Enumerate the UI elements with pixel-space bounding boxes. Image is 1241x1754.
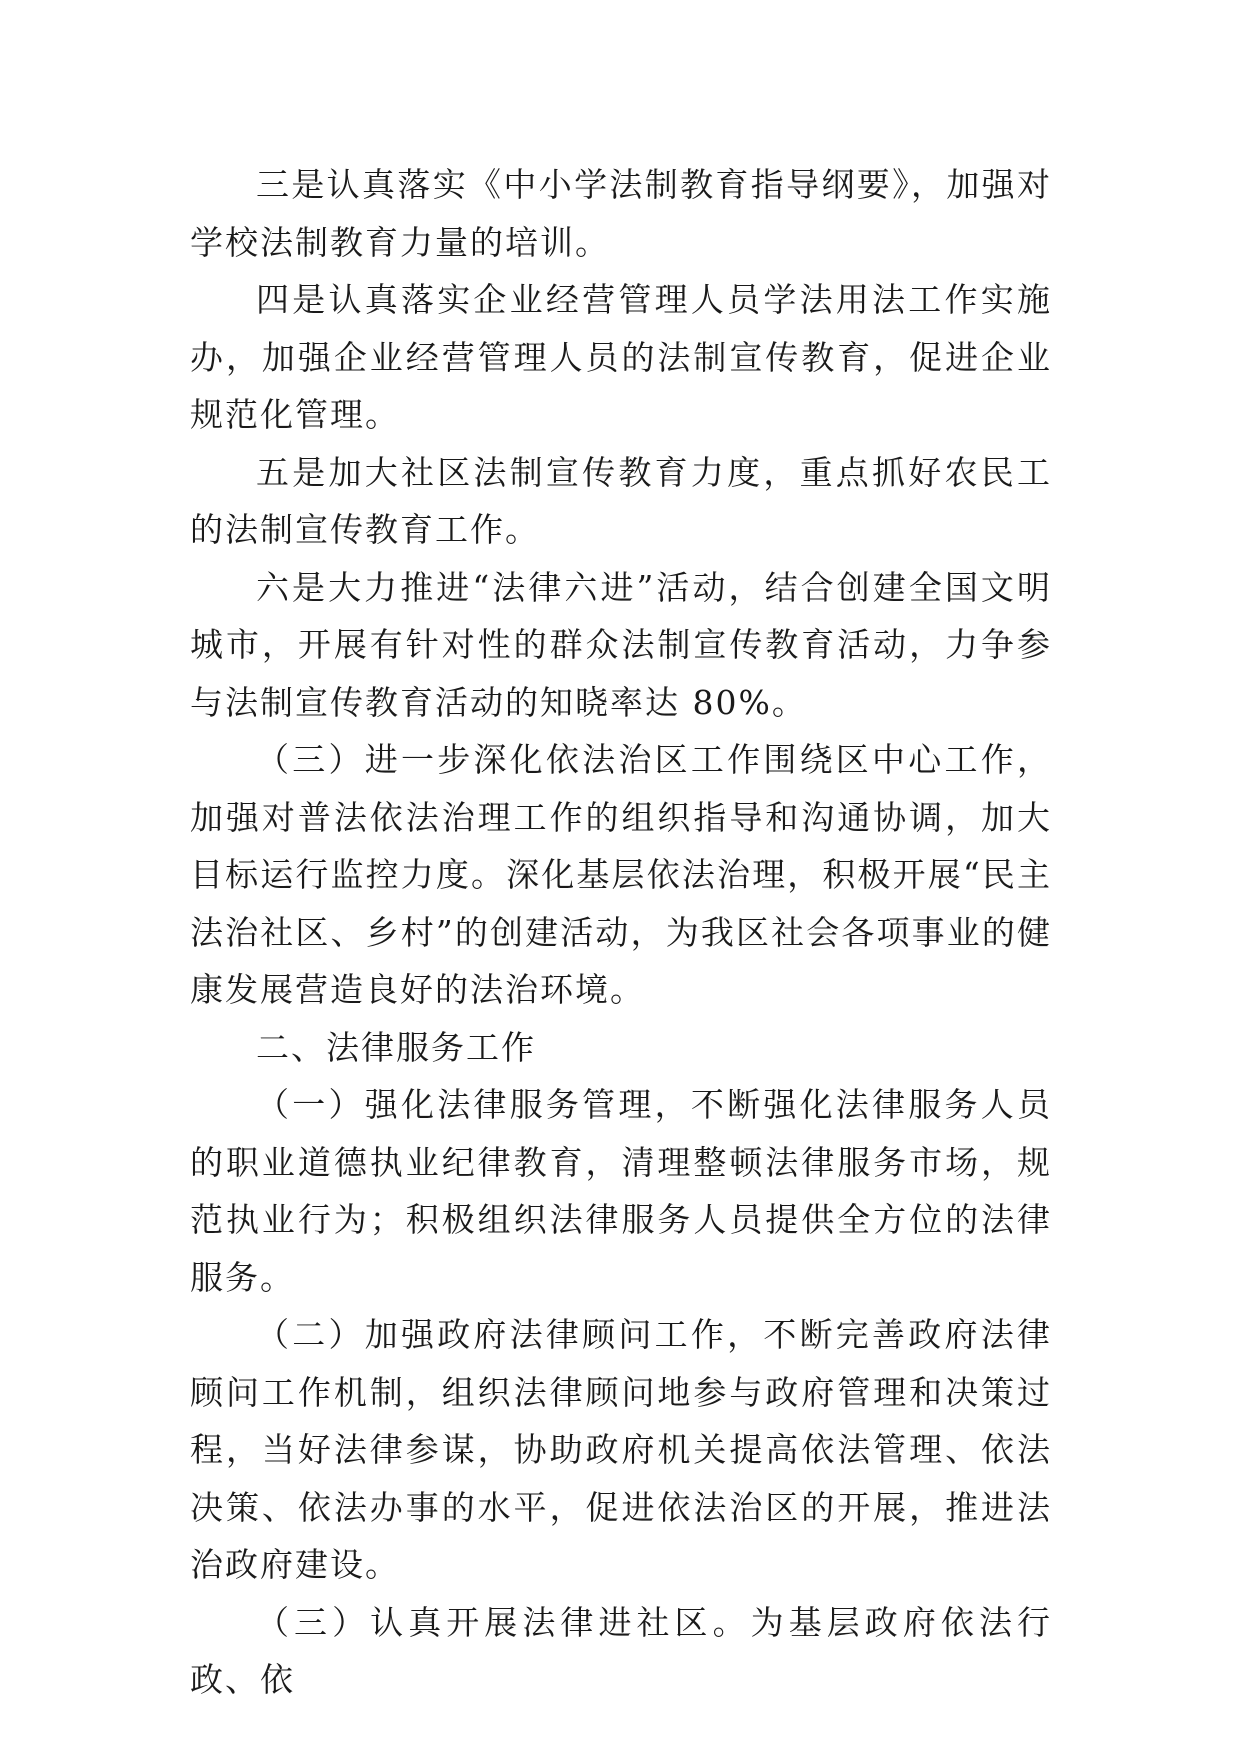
paragraph-item-4: 四是认真落实企业经营管理人员学法用法工作实施办，加强企业经营管理人员的法制宣传教育，促进企业规范化管理。 bbox=[190, 280, 1052, 434]
paragraph-item-5: 五是加大社区法制宣传教育力度，重点抓好农民工的法制宣传教育工作。 bbox=[190, 452, 1052, 549]
document-body bbox=[190, 156, 1052, 1709]
paragraph-section-3: （三）进一步深化依法治区工作围绕区中心工作，加强对普法依法治理工作的组织指导和沟通协调，加大目标运行监控力度。深化基层依法治理，积极开展“民主法治社区、乡村”的创建活动，为我区社会各项事业的健康发展营造良好的法治环境。 bbox=[190, 740, 1052, 1009]
paragraph-legal-3: （三）认真开展法律进社区。为基层政府依法行政、依 bbox=[190, 1602, 1052, 1699]
paragraph-legal-2: （二）加强政府法律顾问工作，不断完善政府法律顾问工作机制，组织法律顾问地参与政府管理和决策过程，当好法律参谋，协助政府机关提高依法管理、依法决策、依法办事的水平，促进依法治区的开展，推进法治政府建设。 bbox=[190, 1315, 1052, 1584]
paragraph-item-3: 三是认真落实《中小学法制教育指导纲要》，加强对学校法制教育力量的培训。 bbox=[190, 165, 1052, 262]
paragraph-item-6: 六是大力推进“法律六进”活动，结合创建全国文明城市，开展有针对性的群众法制宣传教育活动，力争参与法制宣传教育活动的知晓率达 80%。 bbox=[190, 567, 1052, 722]
paragraph-legal-1: （一）强化法律服务管理，不断强化法律服务人员的职业道德执业纪律教育，清理整顿法律服务市场，规范执业行为；积极组织法律服务人员提供全方位的法律服务。 bbox=[190, 1085, 1052, 1297]
section-heading-legal-services: 二、法律服务工作 bbox=[256, 1027, 536, 1067]
